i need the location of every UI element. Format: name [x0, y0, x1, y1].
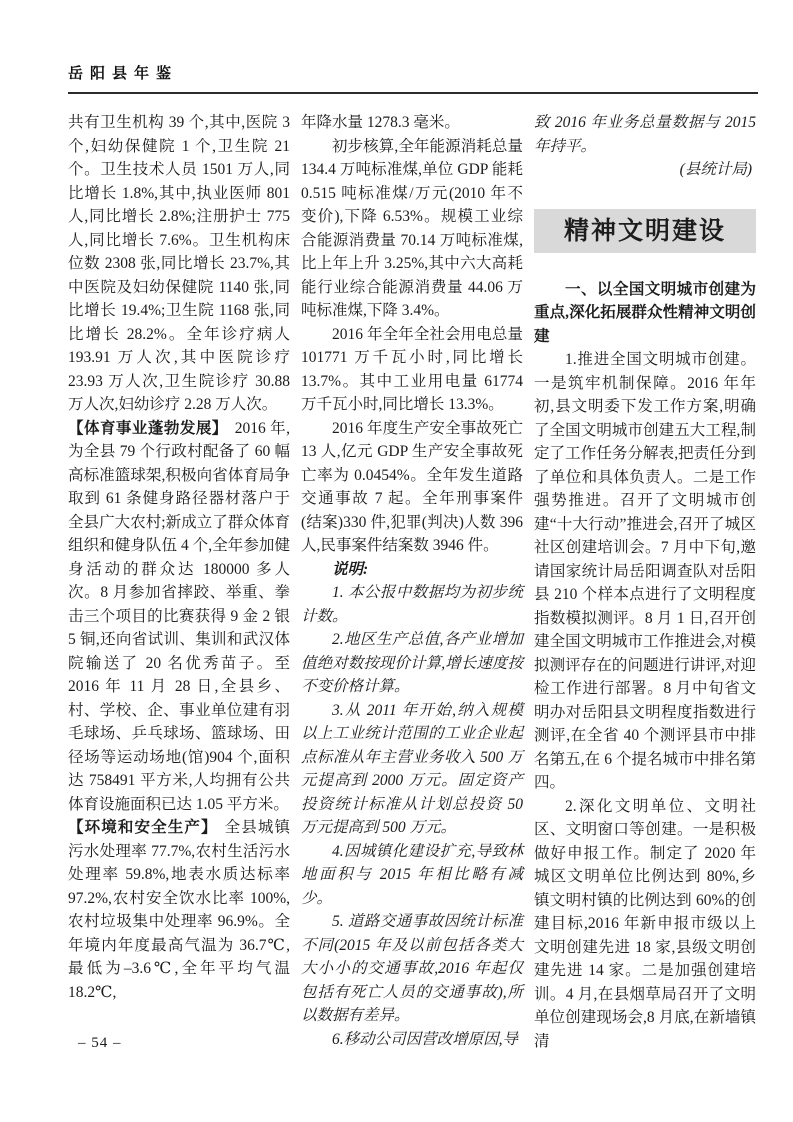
note-item-2: 2.地区生产总值,各产业增加值绝对数按现价计算,增长速度按不变价格计算。	[301, 631, 523, 695]
page-number: – 54 –	[78, 1035, 122, 1051]
note-item-1: 1. 本公报中数据均为初步统计数。	[301, 584, 523, 625]
attribution-county-statistics-bureau: (县统计局)	[679, 161, 752, 178]
sports-entry-paragraph	[68, 417, 290, 817]
subsection-heading: 一、以全国文明城市创建为重点,深化拓展群众性精神文明创建	[534, 280, 756, 345]
sports-entry-body: 2016 年,为全县 79 个行政村配备了 60 幅高标准篮球架,积极向省体育局争取到 61 条健身路径器材落户于全县广大农村;新成立了群众体育组织和健身队伍 4 个,全年参加健身活动的群众达 180000 多人次。8 月参加省摔跤、举重、拳击三个项目的比赛获得 9 金 2 银 5 铜,还向省试训、集训和武汉体院输送了 20 名优秀苗子。至 2016 年 11 月 28 日,全县乡、村、学校、企、事业单位建有羽毛球场、乒乓球场、篮球场、田径场等运动场地(馆)904 个,面积达 758491 平方米,人均拥有公共体育设施面积已达 1.05 平方米。	[68, 419, 290, 813]
note-item-6: 6.移动公司因营改增原因,导	[332, 1030, 519, 1048]
note-item-4: 4.因城镇化建设扩充,导致林地面积与 2015 年相比略有减少。	[301, 842, 523, 907]
environment-entry-paragraph	[68, 816, 290, 1004]
environment-entry-body: 全县城镇污水处理率 77.7%,农村生活污水处理率 59.8%,地表水质达标率 97.2%,农村安全饮水比率 100%,农村垃圾集中处理率 96.9%。全年境内年度最高气温为 36.7℃,最低为–3.6℃,全年平均气温 18.2℃,	[68, 819, 290, 1001]
energy-paragraph: 初步核算,全年能源消耗总量 134.4 万吨标准煤,单位 GDP 能耗 0.515 吨标准煤/万元(2010 年不变价),下降 6.53%。规模工业综合能源消费量 70.14 万吨标准煤,比上年上升 3.25%,其中六大高耗能行业综合能源消费量 44.06 万吨标准煤,下降 3.4%。	[301, 137, 523, 319]
safety-paragraph: 2016 年度生产安全事故死亡 13 人,亿元 GDP 生产安全事故死亡率为 0.0454%。全年发生道路交通事故 7 起。全年刑事案件(结案)330 件,犯罪(判决)人数 396 人,民事案件结案数 3946 件。	[301, 419, 523, 554]
note-6-continuation: 致 2016 年业务总量数据与 2015 年持平。	[534, 114, 756, 155]
column-3	[534, 111, 756, 1053]
column-2	[301, 111, 523, 1053]
section-title: 精神文明建设	[563, 217, 726, 245]
civilized-city-paragraph: 1.推进全国文明城市创建。一是筑牢机制保障。2016 年年初,县文明委下发工作方案,明确了全国文明城市创建五大工程,制定了工作任务分解表,把责任分到了单位和具体负责人。二是工作强势推进。召开了文明城市创建“十大行动”推进会,召开了城区社区创建培训会。7 月中下旬,邀请国家统计局岳阳调查队对岳阳县 210 个样本点进行了文明程度指数模拟测评。8 月 1 日,召开创建全国文明城市工作推进会,对模拟测评存在的问题进行讲评,对迎检工作进行部署。8 月中旬省文明办对岳阳县文明程度指数进行测评,在全省 40 个测评县市中排名第五,在 6 个提名城市中排名第四。	[534, 351, 756, 791]
page-header-title: 岳阳县年鉴	[68, 66, 179, 82]
note-item-3: 3.从 2011 年开始,纳入规模以上工业统计范围的工业企业起点标准从年主营业务收入 500 万元提高到 2000 万元。固定资产投资统计标准从计划总投资 50 万元提高到 500 万元。	[301, 701, 523, 836]
health-statistics-paragraph: 共有卫生机构 39 个,其中,医院 3 个,妇幼保健院 1 个,卫生院 21 个。卫生技术人员 1501 万人,同比增长 1.8%,其中,执业医师 801 人,同比增长 2.8%;注册护士 775 人,同比增长 7.6%。卫生机构床位数 2308 张,同比增长 23.7%,其中医院及妇幼保健院 1140 张,同比增长 19.4%;卫生院 1168 张,同比增长 28.2%。全年诊疗病人 193.91 万人次,其中医院诊疗 23.93 万人次,卫生院诊疗 30.88 万人次,妇幼诊疗 2.28 万人次。	[68, 114, 290, 413]
notes-heading: 说明:	[332, 560, 369, 578]
page-header	[68, 62, 758, 94]
three-column-layout	[68, 111, 758, 1053]
sports-entry-heading: 【体育事业蓬勃发展】	[68, 419, 228, 437]
header-rule	[68, 92, 758, 94]
column-1	[68, 111, 290, 1053]
environment-entry-heading: 【环境和安全生产】	[68, 819, 218, 836]
electricity-paragraph: 2016 年全年全社会用电总量 101771 万千瓦小时,同比增长 13.7%。其中工业用电量 61774 万千瓦小时,同比增长 13.3%。	[301, 325, 523, 413]
section-title-box	[534, 209, 756, 253]
civilized-unit-paragraph: 2.深化文明单位、文明社区、文明窗口等创建。一是积极做好申报工作。制定了 2020 年城区文明单位比例达到 80%,乡镇文明村镇的比例达到 60%的创建目标,2016 年新申报市级以上文明创建先进 18 家,县级文明创建先进 14 家。二是加强创建培训。4 月,在县烟草局召开了文明单位创建现场会,8 月底,在新墙镇清	[534, 797, 756, 1050]
note-item-5: 5. 道路交通事故因统计标准不同(2015 年及以前包括各类大大小小的交通事故,2016 年起仅包括有死亡人员的交通事故),所以数据有差异。	[301, 913, 523, 1024]
rainfall-continuation: 年降水量 1278.3 毫米。	[301, 114, 460, 131]
page-content	[68, 62, 758, 1053]
